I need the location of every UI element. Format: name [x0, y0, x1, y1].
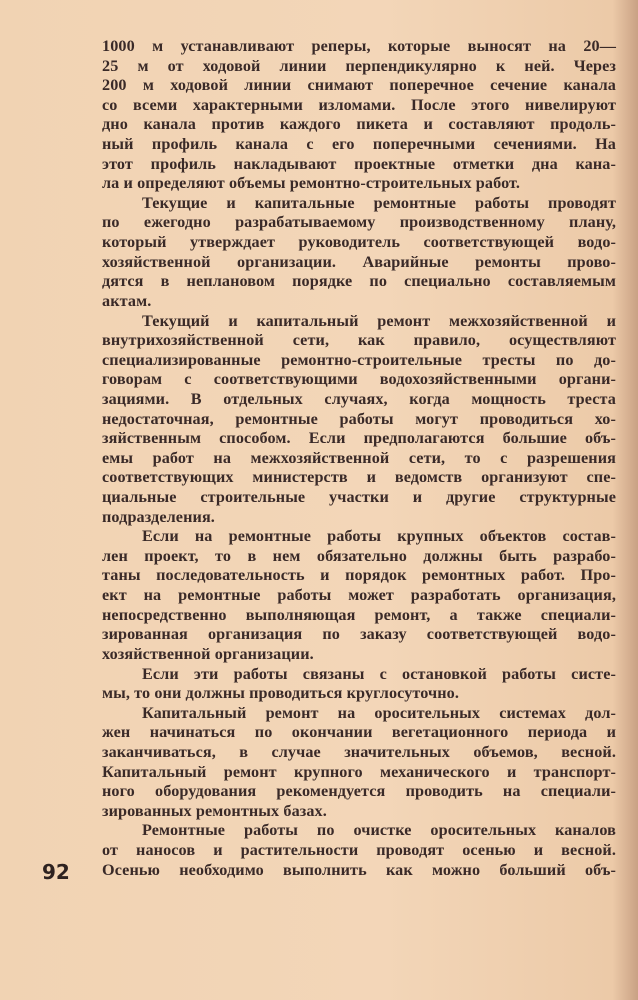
text-line: который утверждает руководитель соответствующей водо-: [102, 233, 616, 252]
paragraph: [102, 704, 616, 822]
text-line: подразделения.: [102, 507, 215, 526]
text-line: актам.: [102, 291, 152, 310]
text-line: 25 м от ходовой линии перпендикулярно к ней. Через: [102, 56, 616, 75]
text-line: зированная организация по заказу соответствующей водо-: [102, 625, 616, 644]
text-line: Осенью необходимо выполнить как можно больший объ-: [102, 860, 616, 879]
paragraph: [102, 821, 616, 880]
text-line: лен проект, то в нем обязательно должны быть разрабо-: [102, 546, 616, 565]
text-line: 1000 м устанавливают реперы, которые выносят на 20—: [102, 37, 616, 55]
text-line: по ежегодно разрабатываемому производственному плану,: [102, 213, 616, 232]
text-line: таны последовательность и порядок ремонтных работ. Про-: [102, 566, 616, 585]
text-line: жен начинаться по окончании вегетационного периода и: [102, 723, 616, 742]
text-line: дно канала против каждого пикета и составляют продоль-: [102, 115, 616, 134]
text-line: непосредственно выполняющая ремонт, а также специали-: [102, 605, 616, 624]
text-line: специализированные ремонтно-строительные тресты по до-: [102, 350, 616, 369]
text-line: Капитальный ремонт на оросительных системах дол-: [142, 703, 616, 722]
text-line: 200 м ходовой линии снимают поперечное сечение канала: [102, 76, 616, 95]
text-line: со всеми характерными изломами. После этого нивелируют: [102, 95, 616, 114]
text-line: зированных ремонтных базах.: [102, 801, 327, 820]
text-line: зяйственным способом. Если предполагаются большие объ-: [102, 429, 616, 448]
text-line: зациями. В отдельных случаях, когда мощность треста: [102, 389, 616, 408]
text-line: циальные строительные участки и другие структурные: [102, 488, 616, 507]
paragraph: [102, 527, 616, 664]
text-line: ный профиль канала с его поперечными сечениями. На: [102, 135, 616, 154]
text-line: соответствующих министерств и ведомств организуют спе-: [102, 468, 616, 487]
text-line: мы, то они должны проводиться круглосуточно.: [102, 684, 460, 703]
text-line: ект на ремонтные работы может разработать организация,: [102, 586, 616, 605]
paragraph: [102, 312, 616, 528]
text-line: заканчиваться, в случае значительных объемов, весной.: [102, 742, 616, 761]
text-line: внутрихозяйственной сети, как правило, осуществляют: [102, 331, 616, 350]
page-number: 92: [42, 860, 70, 884]
text-line: хозяйственной организации.: [102, 644, 314, 663]
text-line: этот профиль накладывают проектные отметки дна кана-: [102, 154, 616, 173]
text-line: дятся в неплановом порядке по специально составляемым: [102, 272, 616, 291]
text-line: недостаточная, ремонтные работы могут проводиться хо-: [102, 409, 616, 428]
text-line: ла и определяют объемы ремонтно-строительных работ.: [102, 174, 521, 193]
text-line: от наносов и растительности проводят осенью и весной.: [102, 840, 616, 859]
text-line: Текущие и капитальные ремонтные работы проводят: [142, 193, 616, 212]
text-line: хозяйственной организации. Аварийные ремонты прово-: [102, 252, 616, 271]
text-line: Капитальный ремонт крупного механического и транспорт-: [102, 762, 616, 781]
paragraph: [102, 665, 616, 704]
text-line: емы работ на межхозяйственной сети, то с разрешения: [102, 448, 616, 467]
text-line: Если эти работы связаны с остановкой работы систе-: [142, 664, 616, 683]
paragraph: [102, 194, 616, 312]
text-line: ного оборудования рекомендуется проводить на специали-: [102, 782, 616, 801]
text-line: Текущий и капитальный ремонт межхозяйственной и: [142, 311, 616, 330]
paragraph: [102, 37, 616, 194]
text-line: Ремонтные работы по очистке оросительных каналов: [142, 821, 616, 840]
text-line: говорам с соответствующими водохозяйственными органи-: [102, 370, 616, 389]
page-body-text: [102, 37, 616, 880]
text-line: Если на ремонтные работы крупных объектов состав-: [142, 527, 616, 546]
